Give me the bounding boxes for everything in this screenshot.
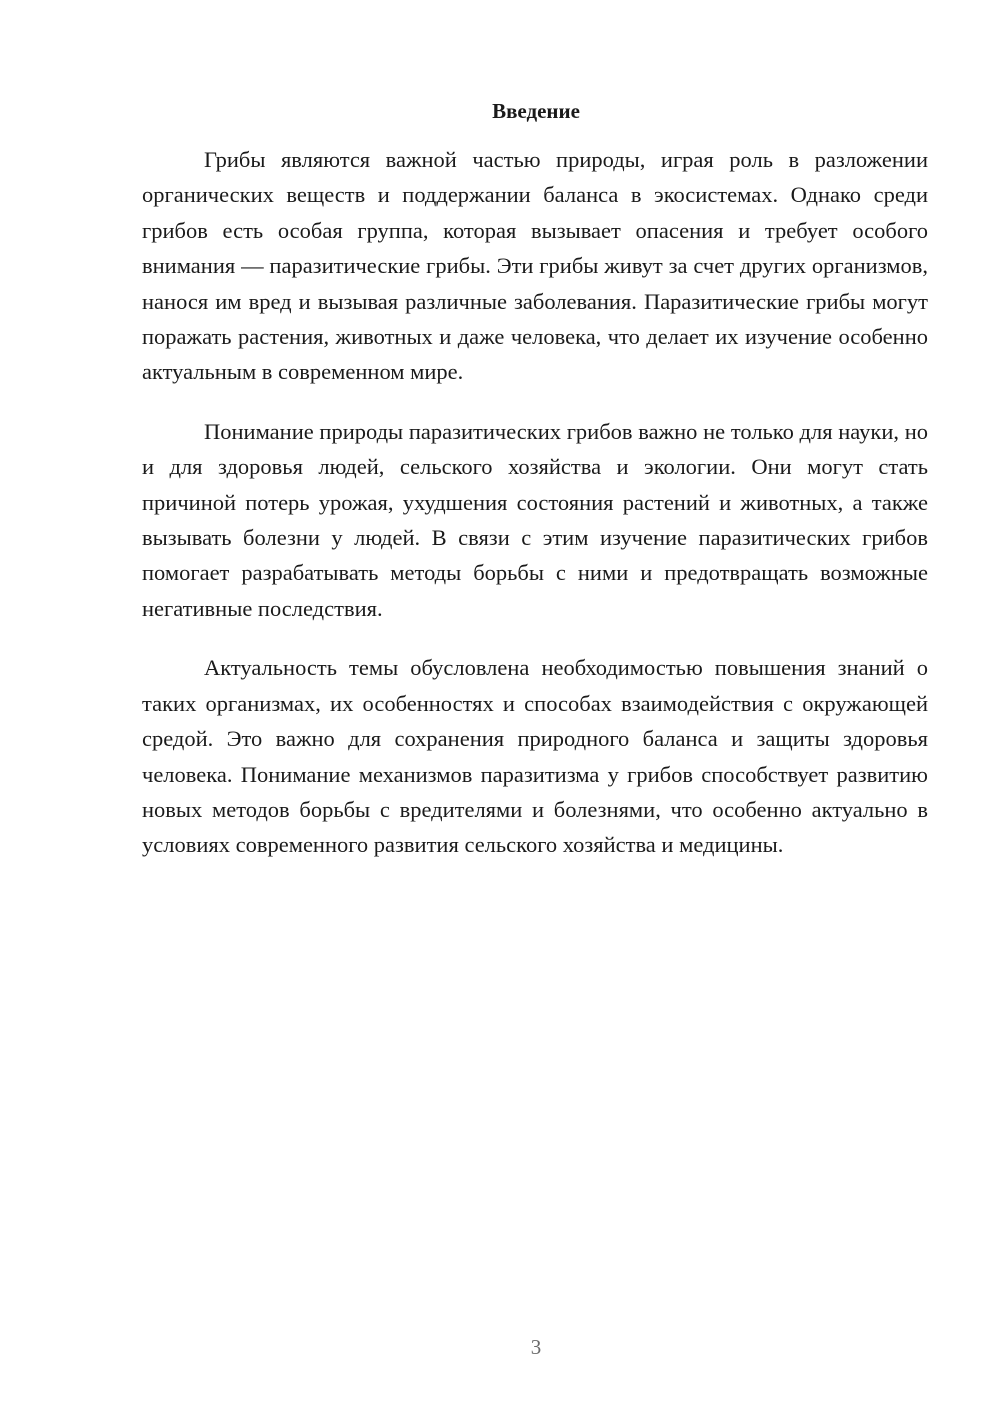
paragraph-1: Грибы являются важной частью природы, играя роль в разложении органических веществ и поддержании баланса в экосистемах. Однако среди грибов есть особая группа, которая вызывает опасения и требует особого внимания — паразитические грибы. Эти грибы живут за счет других организмов, нанося им вред и вызывая различные заболевания. Паразитические грибы могут поражать растения, животных и даже человека, что делает их изучение особенно актуальным в современном мире. <box>142 147 928 385</box>
page-number: 3 <box>530 1335 542 1359</box>
body-text <box>142 142 928 887</box>
section-heading: Введение <box>492 99 580 123</box>
paragraph-3: Актуальность темы обусловлена необходимостью повышения знаний о таких организмах, их особенностях и способах взаимодействия с окружающей средой. Это важно для сохранения природного баланса и защиты здоровья человека. Понимание механизмов паразитизма у грибов способствует развитию новых методов борьбы с вредителями и болезнями, что особенно актуально в условиях современного развития сельского хозяйства и медицины. <box>142 655 928 858</box>
paragraph-2: Понимание природы паразитических грибов важно не только для науки, но и для здоровья людей, сельского хозяйства и экологии. Они могут стать причиной потерь урожая, ухудшения состояния растений и животных, а также вызывать болезни у людей. В связи с этим изучение паразитических грибов помогает разрабатывать методы борьбы с ними и предотвращать возможные негативные последствия. <box>142 418 928 621</box>
